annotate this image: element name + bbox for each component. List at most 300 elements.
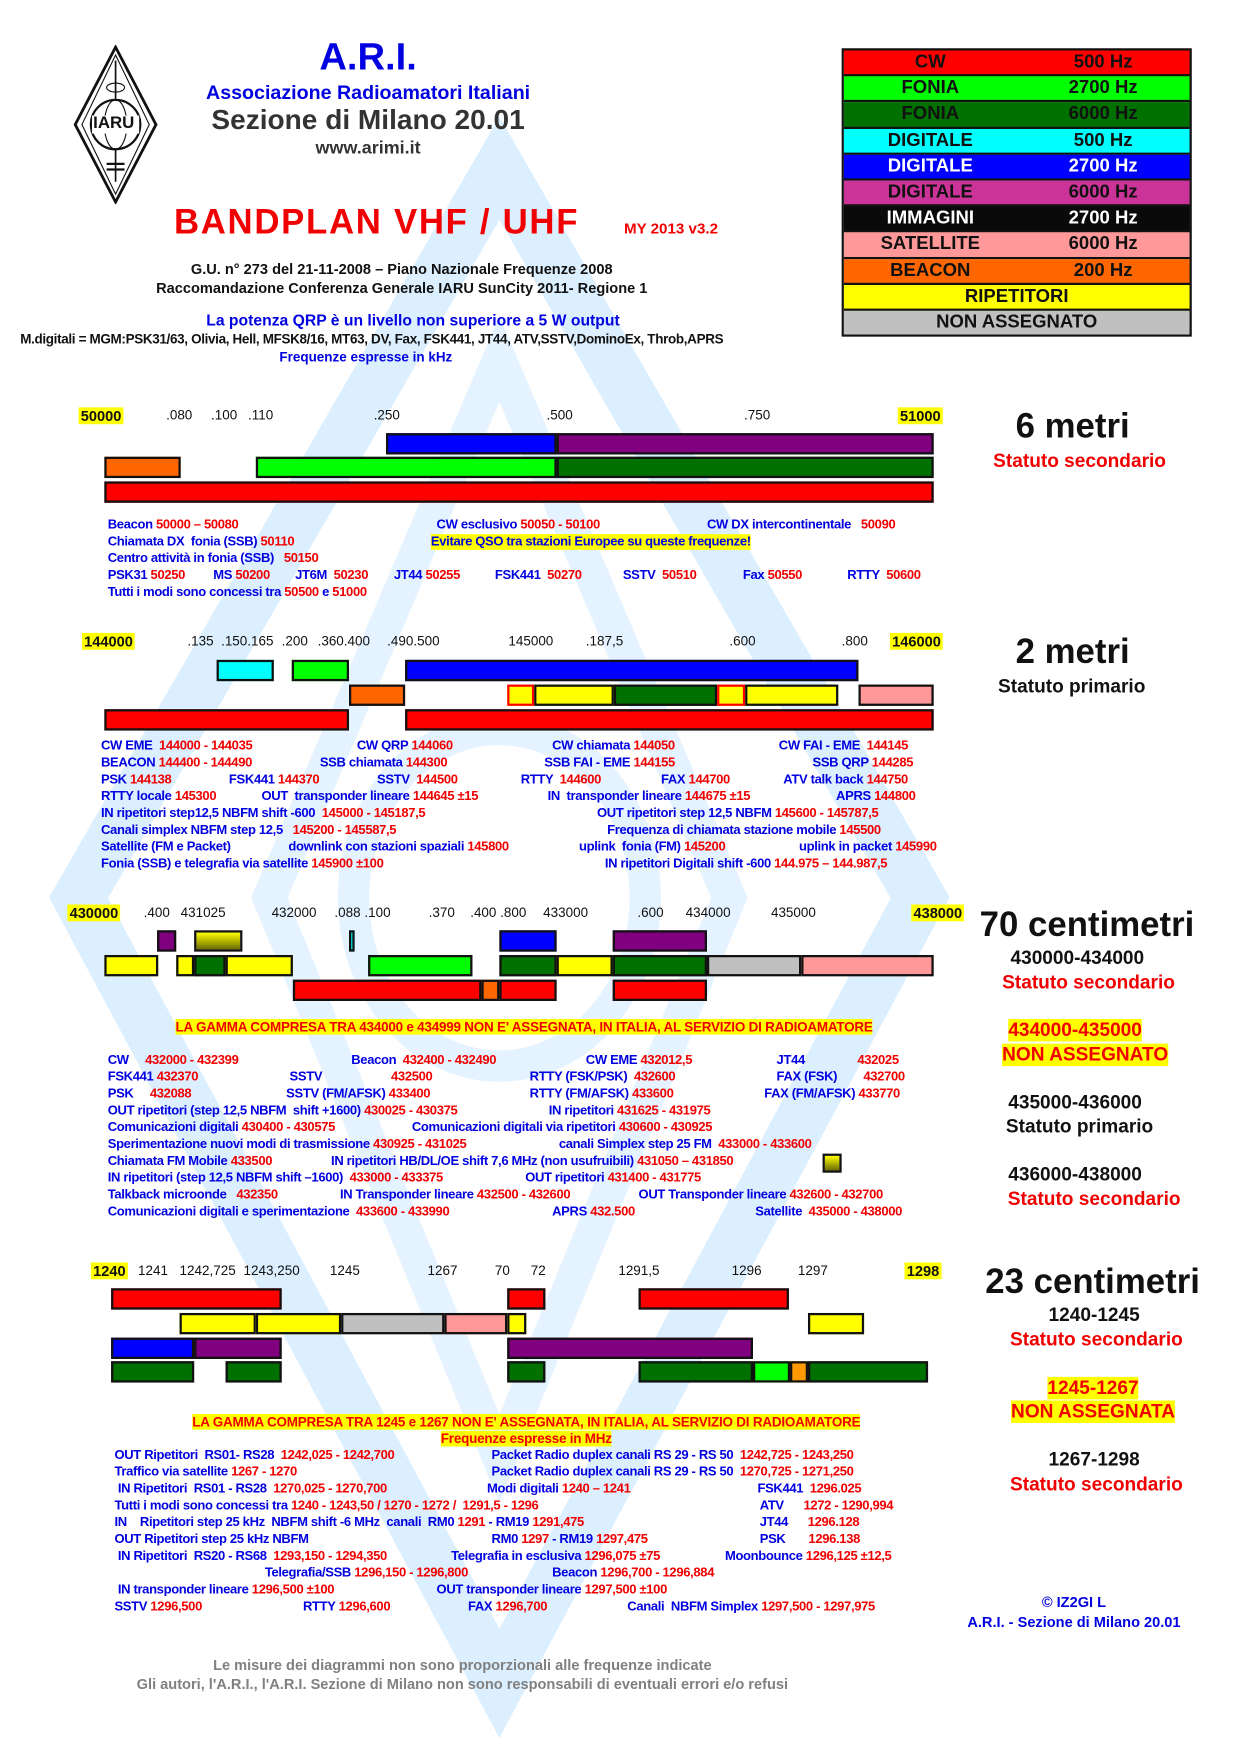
frequency-value: 144700 <box>688 772 730 787</box>
allocation-label: IN Ripetitori RS01 - RS28 <box>117 1481 274 1496</box>
frequency-value: 144675 ±15 <box>684 788 751 804</box>
allocation-label: RM0 <box>491 1531 522 1547</box>
band-segment <box>639 1361 753 1382</box>
legend-mode: BEACON <box>890 259 971 280</box>
frequency-tick: 1298 <box>904 1262 941 1279</box>
band-segment <box>111 1361 194 1382</box>
frequency-value: 432025 <box>857 1052 899 1068</box>
frequency-tick: 1241 <box>138 1262 168 1279</box>
allocation-label: CW esclusivo <box>436 517 521 532</box>
frequency-allocation <box>290 1069 433 1085</box>
allocation-label: canali Simplex step 25 FM <box>558 1136 719 1152</box>
legend-bandwidth: 6000 Hz <box>1068 181 1138 202</box>
frequency-allocation <box>552 1204 635 1220</box>
allocation-label: JT44 <box>393 567 426 583</box>
frequency-value: 144.975 – 144.987,5 <box>774 856 888 871</box>
frequency-value: 433500 <box>230 1153 273 1169</box>
frequency-tick: 72 <box>530 1262 546 1279</box>
band-status: NON ASSEGNATA <box>1011 1400 1175 1422</box>
frequency-value: 432700 <box>863 1069 905 1085</box>
frequency-tick: .750 <box>744 407 771 424</box>
band-segment <box>444 1313 507 1334</box>
band-segment <box>534 685 614 706</box>
frequency-value: 145990 <box>895 839 937 854</box>
frequency-tick: .110 <box>248 407 274 424</box>
band-segment <box>256 1313 341 1334</box>
frequency-allocation <box>340 1187 570 1203</box>
frequency-value: 144155 <box>633 755 675 770</box>
frequency-value: 1291 <box>457 1514 486 1530</box>
allocation-label: CW <box>107 1052 146 1068</box>
allocation-label: SSB chiamata <box>319 755 406 770</box>
frequency-allocation <box>114 1515 583 1531</box>
allocation-label: PSK31 <box>107 567 151 583</box>
frequency-value: 50255 <box>425 567 460 583</box>
iaru-ref: Raccomandazione Conferenza Generale IARU SunCity 2011- Regione 1 <box>156 279 648 297</box>
allocation-label: e <box>318 584 333 600</box>
allocation-label: IN ripetitori Digitali shift -600 <box>604 856 775 871</box>
allocation-label: RTTY (FM/AFSK) <box>529 1086 633 1101</box>
frequency-value: 144050 <box>633 738 675 753</box>
band-segment <box>745 685 838 706</box>
frequency-allocation <box>118 1481 387 1497</box>
frequency-value: 1297,500 ±100 <box>584 1582 667 1597</box>
legend-row-fonia <box>844 103 1190 129</box>
allocation-label: Comunicazioni digitali via ripetitori <box>411 1119 619 1135</box>
legend-row-digitale <box>844 129 1190 155</box>
allocation-label: Comunicazioni digitali <box>107 1119 242 1135</box>
frequency-value: 1242,725 - 1243,250 <box>739 1447 854 1463</box>
band-status: 430000-434000 <box>1010 947 1145 969</box>
band-status: Statuto secondario <box>1007 1188 1181 1210</box>
frequency-tick: 1243,250 <box>243 1262 300 1279</box>
allocation-label: CW EME <box>100 738 160 753</box>
mode-legend <box>842 48 1192 336</box>
org-credit: A.R.I. - Sezione di Milano 20.01 <box>967 1613 1181 1631</box>
allocation-label: Fonia (SSB) e telegrafia via satellite <box>100 856 312 871</box>
frequency-value: 144500 <box>416 772 458 787</box>
frequency-allocation <box>783 772 908 788</box>
allocation-label: FAX (FSK) <box>776 1069 864 1085</box>
frequency-allocation <box>108 551 319 567</box>
legend-row-cw <box>844 50 1190 76</box>
frequency-value: 431050 – 431850 <box>637 1153 734 1169</box>
frequency-value: 1296,500 <box>150 1599 202 1614</box>
band-segment <box>157 930 176 951</box>
allocation-label: APRS <box>552 1204 591 1219</box>
frequency-tick: .490.500 <box>387 632 440 649</box>
frequency-value: 50090 <box>860 517 896 532</box>
legend-mode: IMMAGINI <box>886 207 975 228</box>
frequency-allocation <box>114 1498 538 1514</box>
band-segment <box>557 457 934 478</box>
frequency-allocation <box>108 1103 458 1119</box>
allocation-label: OUT Transponder lineare <box>638 1187 790 1202</box>
frequency-allocation <box>101 806 425 822</box>
legend-bandwidth: 200 Hz <box>1073 259 1133 280</box>
frequency-tick: 51000 <box>898 407 943 424</box>
band-segment <box>349 685 405 706</box>
frequency-allocation <box>605 856 887 872</box>
frequency-value: 1293,150 - 1294,350 <box>273 1548 387 1564</box>
allocation-label: FSK441 <box>494 567 548 583</box>
allocation-label: Traffico via satellite <box>114 1464 232 1480</box>
allocation-label: CW FAI - EME <box>778 738 867 753</box>
frequency-value: 1270,725 - 1271,250 <box>739 1464 854 1480</box>
frequency-value: 50200 <box>235 567 270 583</box>
allocation-label: SSB QRP <box>812 755 872 770</box>
frequency-allocation <box>108 1053 239 1069</box>
band-segment <box>111 1288 282 1309</box>
frequency-value: 1272 - 1290,994 <box>803 1498 894 1513</box>
frequency-allocation <box>108 1204 450 1220</box>
frequency-allocation <box>468 1599 547 1615</box>
frequency-value: 145500 <box>839 822 881 838</box>
frequency-value: 1297,475 <box>596 1531 648 1547</box>
band-status: Statuto secondario <box>1009 1473 1183 1495</box>
allocation-label: OUT transponder lineare <box>261 788 413 804</box>
frequency-value: 432012,5 <box>640 1052 693 1068</box>
legend-mode: DIGITALE <box>887 181 973 202</box>
frequency-value: 1240 – 1241 <box>561 1481 631 1496</box>
band-segment <box>104 709 349 730</box>
allocation-label: Sperimentazione nuovi modi di trasmissione <box>107 1136 374 1152</box>
band-segment <box>499 930 556 951</box>
frequency-value: 1297 <box>521 1531 549 1547</box>
frequency-tick: .600 <box>637 904 664 921</box>
frequency-value: 145200 - 145587,5 <box>292 822 397 838</box>
frequency-allocation <box>288 839 508 855</box>
band-status: Statuto primario <box>1005 1115 1154 1137</box>
frequency-tick: .360.400 <box>317 632 371 649</box>
logo-text: IARU <box>93 113 135 133</box>
frequency-allocation <box>530 1069 676 1085</box>
frequency-allocation <box>623 568 697 584</box>
frequency-value: 50230 <box>333 567 369 583</box>
allocation-label: Moonbounce <box>724 1548 806 1564</box>
frequency-allocation <box>760 1498 893 1514</box>
allocation-label: JT44 <box>759 1514 808 1530</box>
frequency-allocation <box>114 1532 308 1548</box>
allocation-label: Beacon <box>351 1052 403 1068</box>
frequency-allocation <box>108 534 295 550</box>
band-segment <box>808 1313 864 1334</box>
allocation-label: APRS <box>836 788 875 804</box>
frequency-tick: 432000 <box>271 904 317 921</box>
allocation-label: MS <box>213 567 236 583</box>
repeater-color-swatch <box>823 1154 842 1173</box>
frequency-tick: 50000 <box>79 407 124 424</box>
org-acronym: A.R.I. <box>319 35 417 79</box>
allocation-label: RTTY <box>847 567 887 583</box>
allocation-label: JT44 <box>776 1052 858 1068</box>
legend-bandwidth: 500 Hz <box>1073 129 1133 150</box>
frequency-tick: .080 <box>166 407 193 424</box>
frequency-tick: .150.165 <box>221 632 274 649</box>
band-segment <box>405 660 858 681</box>
frequency-allocation <box>799 839 937 855</box>
allocation-label: uplink in packet <box>799 839 896 854</box>
frequency-value: 144060 <box>411 738 453 753</box>
frequency-value: 432500 <box>391 1069 433 1085</box>
band-segment <box>613 930 707 951</box>
frequency-allocation <box>295 568 368 584</box>
band-segment <box>405 709 934 730</box>
band-segment <box>217 660 274 681</box>
band-segment <box>176 955 194 976</box>
allocation-label: PSK <box>100 772 131 787</box>
band-segment <box>613 955 707 976</box>
allocation-label: Frequenza di chiamata stazione mobile <box>607 822 840 838</box>
frequency-value: 145900 ±100 <box>311 856 384 871</box>
frequency-tick: 430000 <box>67 904 120 921</box>
band-name: 23 centimetri <box>985 1261 1200 1301</box>
frequency-value: 50550 <box>767 567 803 583</box>
frequency-allocation <box>743 568 802 584</box>
frequency-allocation <box>412 1120 712 1136</box>
allocation-label: FAX (FM/AFSK) <box>764 1086 859 1101</box>
legend-bandwidth: 2700 Hz <box>1068 207 1138 228</box>
band-segment <box>614 685 717 706</box>
frequency-allocation <box>530 1086 674 1102</box>
frequency-allocation <box>707 517 895 533</box>
frequency-value: 1270,025 - 1270,700 <box>273 1481 387 1496</box>
band-status: 436000-438000 <box>1008 1163 1142 1186</box>
unassigned-range-banner: LA GAMMA COMPRESA TRA 1245 e 1267 NON E' ASSEGNATA, IN ITALIA, AL SERVIZIO DI RADIOAMATORE <box>192 1413 861 1430</box>
frequency-allocation <box>597 806 878 822</box>
frequency-allocation <box>108 585 367 601</box>
band-status: 435000-436000 <box>1008 1091 1142 1114</box>
frequency-allocation <box>552 1565 714 1581</box>
frequency-allocation <box>525 1170 701 1186</box>
footer-disclaimer-scale: Le misure dei diagrammi non sono proporzionali alle frequenze indicate <box>213 1656 712 1674</box>
allocation-label: Fax <box>742 567 768 583</box>
allocation-label: CW EME <box>585 1052 641 1068</box>
frequency-allocation <box>548 789 751 805</box>
allocation-label: Chiamata FM Mobile <box>107 1153 231 1169</box>
frequency-value: 1242,025 - 1242,700 <box>280 1447 395 1463</box>
allocation-label: PSK <box>759 1531 809 1547</box>
legend-row-satellite <box>844 233 1190 259</box>
band-segment <box>104 481 933 502</box>
frequency-allocation <box>394 568 460 584</box>
frequency-value: 1296.138 <box>808 1531 861 1547</box>
frequency-value: 432.500 <box>590 1204 635 1219</box>
frequency-value: 432370 <box>156 1069 199 1085</box>
allocation-label: FSK441 <box>757 1481 810 1496</box>
website-link[interactable]: www.arimi.it <box>315 139 421 159</box>
allocation-label: SSTV <box>114 1599 151 1614</box>
frequency-value: 50110 <box>260 534 295 549</box>
allocation-label: - RM19 <box>548 1531 597 1547</box>
frequency-allocation <box>213 568 270 584</box>
allocation-label: PSK <box>107 1086 150 1101</box>
band-status: Statuto primario <box>998 675 1146 697</box>
frequency-value: 432350 <box>236 1187 278 1202</box>
allocation-label: IN ripetitori step12,5 NBFM shift -600 <box>100 805 322 821</box>
allocation-label: OUT ripetitori <box>525 1170 608 1186</box>
frequency-value: 430600 - 430925 <box>618 1119 713 1135</box>
frequency-allocation <box>487 1481 630 1497</box>
frequency-allocation <box>118 1549 387 1565</box>
allocation-label: Canali NBFM Simplex <box>627 1599 762 1614</box>
allocation-label: FAX <box>467 1599 496 1614</box>
band-segment <box>104 955 158 976</box>
frequency-allocation <box>755 1204 902 1220</box>
frequency-allocation <box>627 1599 875 1615</box>
frequency-value: 50600 <box>886 567 921 583</box>
allocation-label: Beacon <box>107 517 157 532</box>
warning-note <box>431 534 751 550</box>
frequency-allocation <box>437 1582 667 1598</box>
allocation-label: FAX <box>660 772 689 787</box>
frequency-value: 1296,150 - 1296,800 <box>354 1565 468 1581</box>
frequency-allocation <box>559 1137 812 1153</box>
legend-row-beacon <box>844 259 1190 285</box>
frequency-tick: .400 .800 <box>470 904 527 921</box>
frequency-allocation <box>661 772 730 788</box>
frequency-value: 1240 - 1243,50 / 1270 - 1272 / 1291,5 - 1296 <box>291 1498 539 1513</box>
allocation-label: Satellite (FM e Packet) <box>100 839 231 854</box>
frequency-tick: 434000 <box>685 904 731 921</box>
frequency-allocation <box>451 1549 660 1565</box>
allocation-label: SSTV <box>622 567 663 583</box>
unassigned-range-banner: LA GAMMA COMPRESA TRA 434000 e 434999 NON E' ASSEGNATA, IN ITALIA, AL SERVIZIO DI RADIOAMATORE <box>175 1018 873 1035</box>
allocation-label: OUT transponder lineare <box>436 1582 585 1597</box>
frequency-value: 1296,075 ±75 <box>584 1548 661 1564</box>
frequency-value: 1291,475 <box>532 1514 584 1530</box>
allocation-label: Canali simplex NBFM step 12,5 <box>100 822 293 838</box>
frequency-value: 433000 - 433375 <box>349 1170 443 1186</box>
frequency-value: 430025 - 430375 <box>364 1103 458 1118</box>
band-name: 6 metri <box>1015 406 1130 446</box>
frequency-allocation <box>101 772 171 788</box>
legend-bandwidth: 2700 Hz <box>1068 77 1138 98</box>
frequency-value: 144300 <box>405 755 448 770</box>
band-segment <box>104 457 180 478</box>
frequency-value: 144400 - 144490 <box>158 755 253 770</box>
frequency-value: 50270 <box>547 567 582 583</box>
frequency-tick: 433000 <box>543 904 589 921</box>
legend-bandwidth: 500 Hz <box>1073 51 1133 72</box>
frequency-allocation <box>320 755 447 771</box>
allocation-label: SSTV <box>289 1069 392 1085</box>
frequency-value: 144750 <box>866 772 908 787</box>
frequency-allocation <box>108 1120 335 1136</box>
allocation-label: CW DX intercontinentale <box>706 517 861 532</box>
frequency-value: 1296,600 <box>338 1599 391 1614</box>
legend-bandwidth: 6000 Hz <box>1068 103 1138 124</box>
frequency-value: 145300 <box>174 788 217 804</box>
frequency-value: 50000 – 50080 <box>156 517 239 532</box>
allocation-label: IN ripetitori <box>548 1103 618 1118</box>
frequency-allocation <box>108 1170 443 1186</box>
frequency-allocation <box>777 1069 905 1085</box>
legend-bandwidth: 2700 Hz <box>1068 155 1138 176</box>
frequency-allocation <box>552 738 675 754</box>
band-status: Statuto secondario <box>1009 1328 1183 1351</box>
frequency-allocation <box>760 1532 860 1548</box>
band-segment <box>226 1361 282 1382</box>
frequency-tick: .135 <box>187 632 214 649</box>
band-segment <box>293 980 482 1001</box>
frequency-tick: 435000 <box>770 904 816 921</box>
legend-mode: FONIA <box>901 103 960 124</box>
frequency-tick: 145000 <box>508 632 554 649</box>
band-name: 70 centimetri <box>979 904 1195 944</box>
legend-mode: RIPETITORI <box>964 285 1069 307</box>
band-segment <box>507 1288 545 1309</box>
frequency-allocation <box>101 755 252 771</box>
band-segment <box>557 433 934 454</box>
frequency-allocation <box>101 839 231 855</box>
frequency-allocation <box>108 1069 198 1085</box>
frequency-allocation <box>607 823 881 839</box>
frequency-value: 144370 <box>277 772 320 787</box>
frequency-tick: .400 <box>143 904 170 921</box>
frequency-allocation <box>492 1464 854 1480</box>
frequency-value: 144645 ±15 <box>412 788 479 804</box>
allocation-label: RTTY (FSK/PSK) <box>529 1069 634 1085</box>
frequency-value: 433400 <box>388 1086 431 1101</box>
frequency-tick: .370 <box>428 904 455 921</box>
legend-mode: FONIA <box>901 77 960 98</box>
frequency-allocation <box>101 823 396 839</box>
allocation-label: JT6M <box>295 567 334 583</box>
frequency-allocation <box>777 1053 899 1069</box>
allocation-label: OUT ripetitori (step 12,5 NBFM shift +1600) <box>107 1103 365 1118</box>
frequency-value: 1296.025 <box>809 1481 862 1496</box>
allocation-label: Beacon <box>552 1565 601 1581</box>
frequency-value: 433770 <box>858 1086 900 1101</box>
frequency-tick: .500 <box>546 407 573 424</box>
band-segment <box>613 980 707 1001</box>
frequency-tick: .187,5 <box>585 632 624 649</box>
frequency-value: 432600 - 432700 <box>789 1187 883 1202</box>
band-segment <box>753 1361 790 1382</box>
frequency-value: 435000 - 438000 <box>808 1204 903 1219</box>
frequency-value: 431625 - 431975 <box>617 1103 711 1118</box>
frequency-allocation <box>114 1448 394 1464</box>
allocation-label: Telegrafia/SSB <box>264 1565 355 1581</box>
frequency-allocation <box>261 789 478 805</box>
frequency-allocation <box>108 1154 272 1170</box>
band-segment <box>111 1338 194 1359</box>
allocation-label: SSB FAI - EME <box>544 755 634 770</box>
frequency-tick: 431025 <box>180 904 226 921</box>
legend-mode: CW <box>914 51 946 72</box>
frequency-value: 1296,700 - 1296,884 <box>600 1565 715 1581</box>
frequency-allocation <box>779 738 908 754</box>
band-segment <box>507 685 534 706</box>
frequency-value: 430925 - 431025 <box>373 1136 467 1152</box>
allocation-label: BEACON <box>100 755 159 770</box>
frequency-value: 432600 <box>633 1069 676 1085</box>
frequency-tick: 1297 <box>797 1262 828 1279</box>
band-segment <box>801 955 933 976</box>
frequency-value: 432500 - 432600 <box>476 1187 571 1202</box>
frequency-value: 1296,125 ±12,5 <box>805 1548 892 1564</box>
allocation-label: SSTV <box>377 772 417 787</box>
frequency-tick: 1296 <box>731 1262 762 1279</box>
frequency-allocation <box>351 1053 496 1069</box>
version-label: MY 2013 v3.2 <box>623 219 719 237</box>
band-status: NON ASSEGNATO <box>1002 1043 1169 1065</box>
allocation-label: Packet Radio duplex canali RS 29 - RS 50 <box>491 1447 740 1463</box>
frequency-allocation <box>492 1532 648 1548</box>
frequency-allocation <box>639 1187 883 1203</box>
frequency-value: 51000 <box>332 584 367 600</box>
